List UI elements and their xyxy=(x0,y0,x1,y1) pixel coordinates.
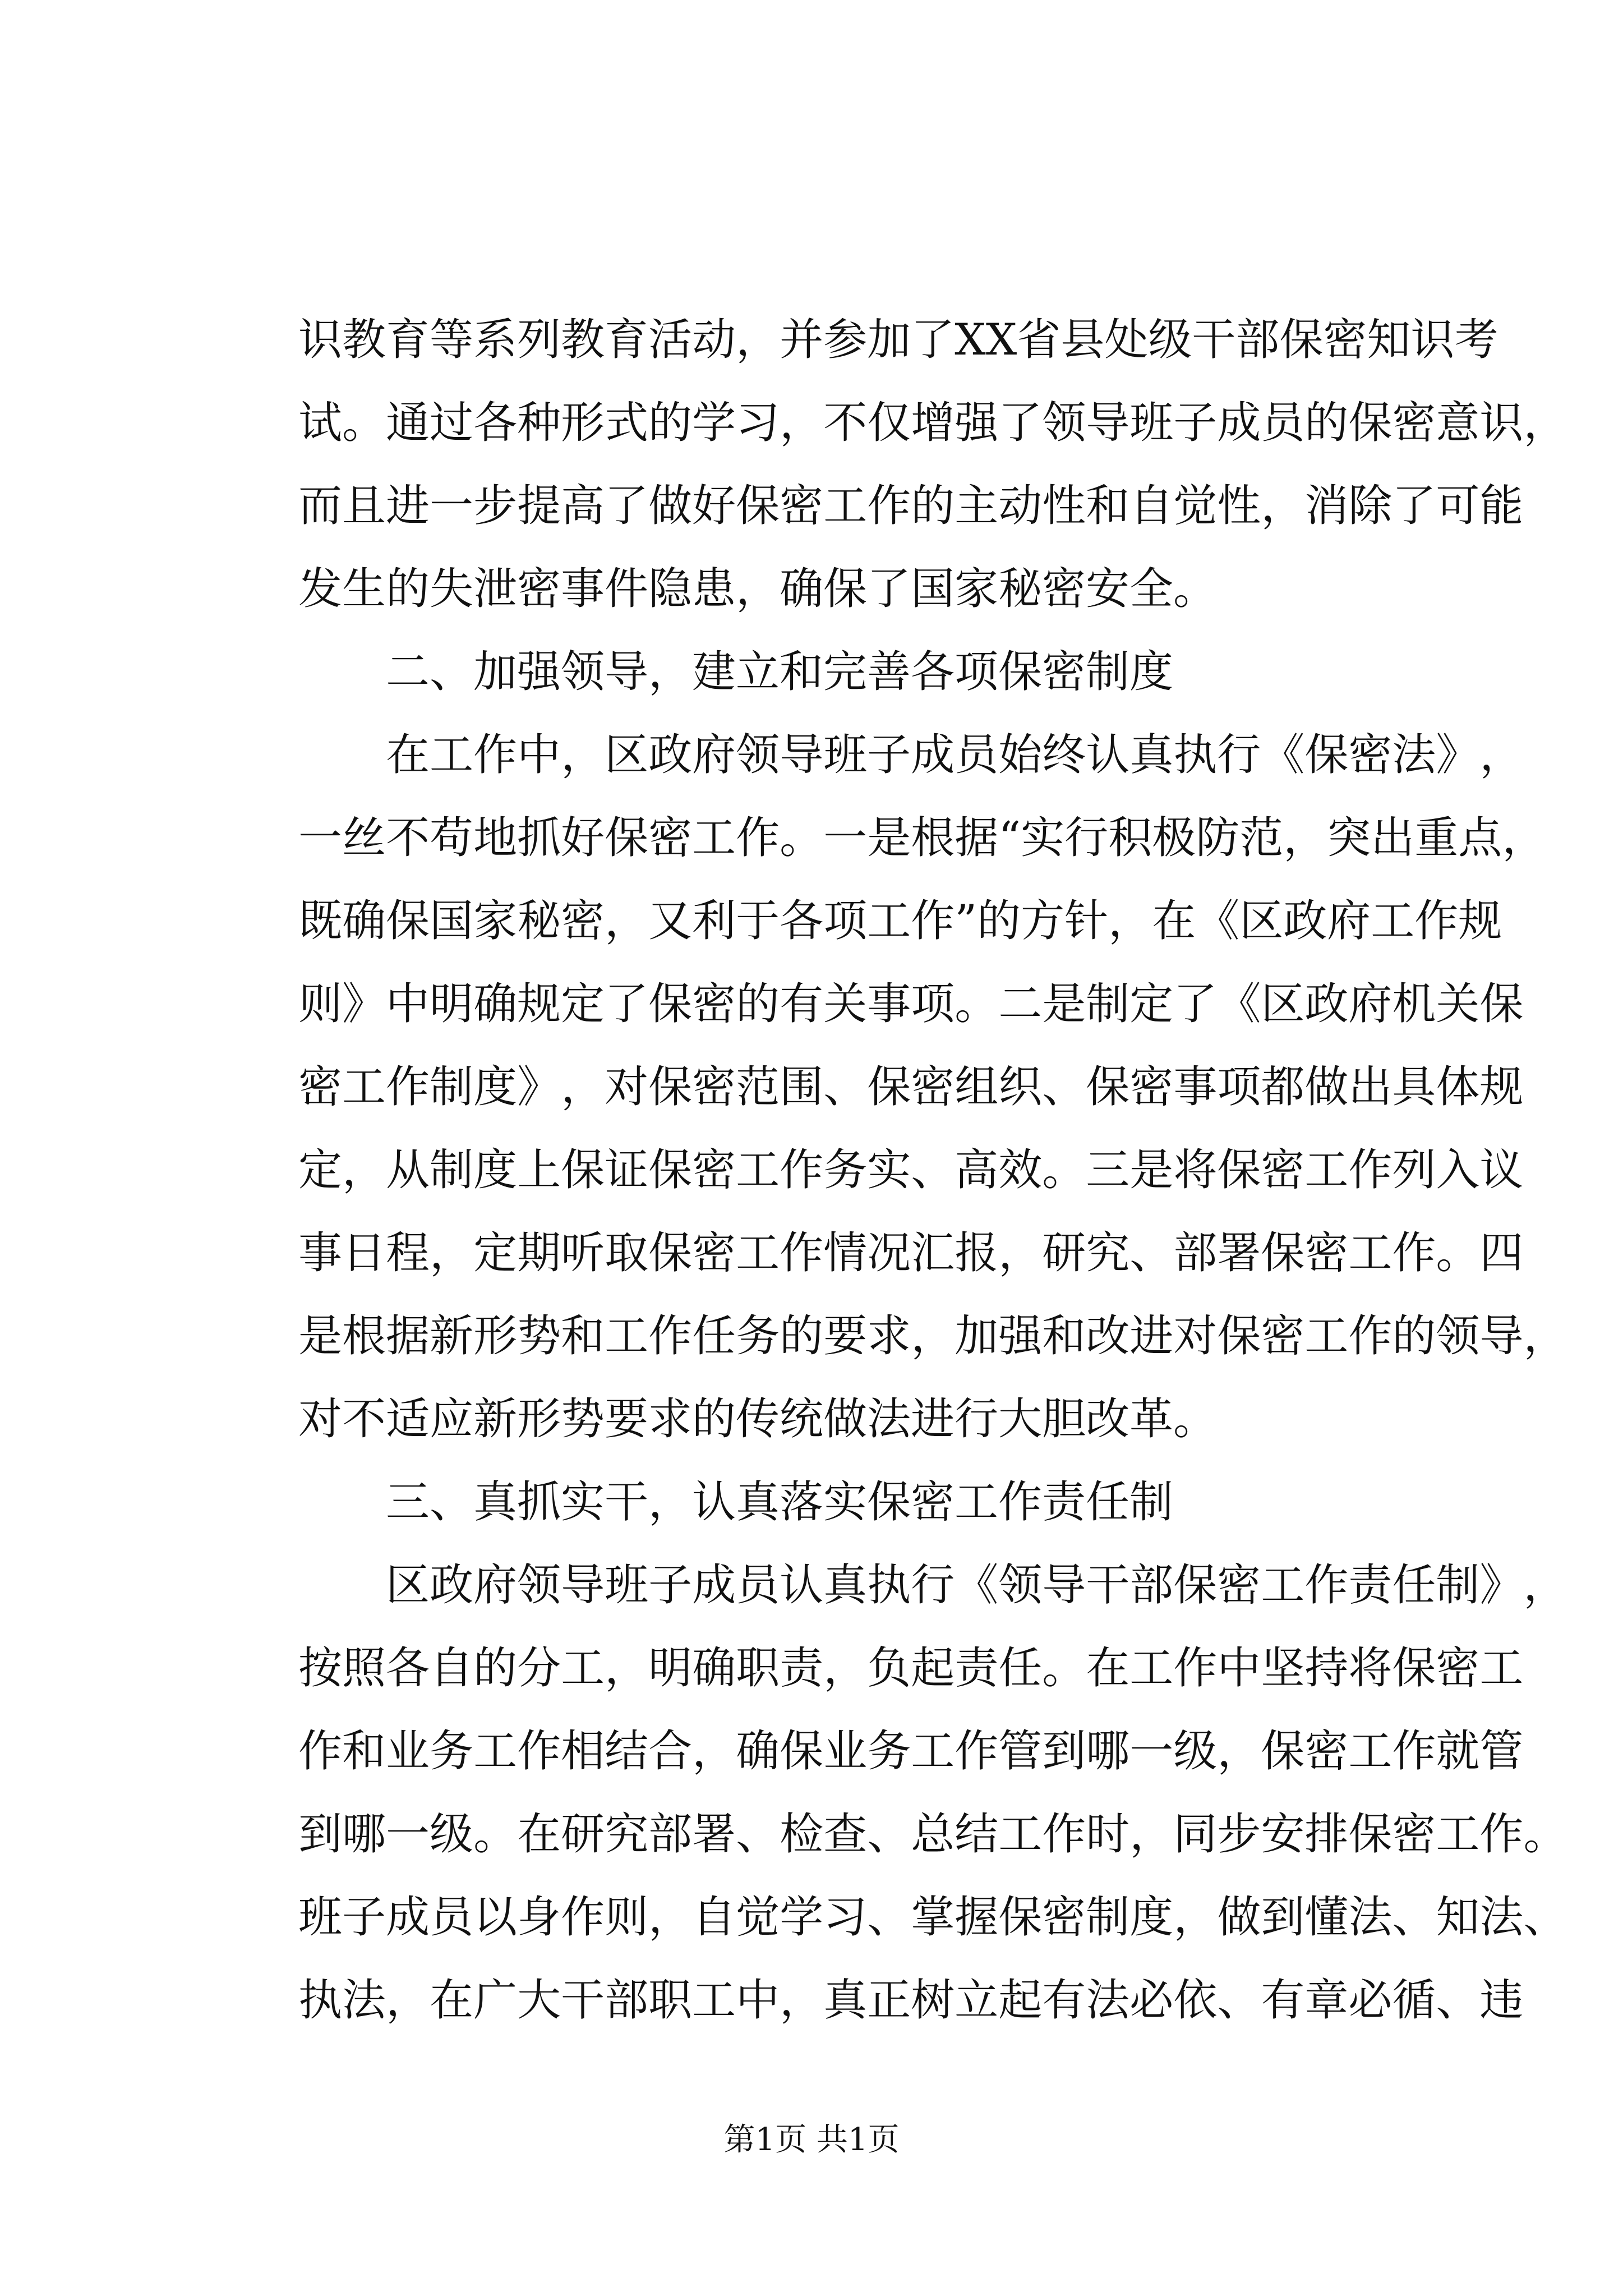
text-line: 既 确 保 国 家 秘 密 ， 又 利 于 各 项 工 作 ” 的 方 针 ， 在 《 区 政 府 工 作 规 xyxy=(298,896,1502,946)
text-line: 是 根 据 新 形 势 和 工 作 任 务 的 要 求 ， 加 强 和 改 进 对 保 密 工 作 的 领 导 ， xyxy=(298,1311,1567,1361)
text-line: 按 照 各 自 的 分 工 ， 明 确 职 责 ， 负 起 责 任 。 在 工 作 中 坚 持 将 保 密 工 xyxy=(298,1643,1524,1694)
document-body xyxy=(298,298,1567,2042)
text-line: 试 。 通 过 各 种 形 式 的 学 习 ， 不 仅 增 强 了 领 导 班 子 成 员 的 保 密 意 识 ， xyxy=(298,398,1567,448)
page-footer: 第1页 共1页 xyxy=(723,2122,900,2158)
text-line: 事 日 程 ， 定 期 听 取 保 密 工 作 情 况 汇 报 ， 研 究 、 部 署 保 密 工 作 。 四 xyxy=(298,1228,1524,1278)
text-line: 在 工 作 中 ， 区 政 府 领 导 班 子 成 员 始 终 认 真 执 行 《 保 密 法 》 ， xyxy=(386,730,1524,780)
text-line: 则 》 中 明 确 规 定 了 保 密 的 有 关 事 项 。 二 是 制 定 了 《 区 政 府 机 关 保 xyxy=(298,979,1524,1029)
section-heading: 二、加强领导，建立和完善各项保密制度 xyxy=(386,647,1174,697)
text-line: 密 工 作 制 度 》 ， 对 保 密 范 围 、 保 密 组 织 、 保 密 事 项 都 做 出 具 体 规 xyxy=(298,1062,1524,1112)
text-line: 发生的失泄密事件隐患，确保了国家秘密安全。 xyxy=(298,564,1218,614)
text-line: 定 ， 从 制 度 上 保 证 保 密 工 作 务 实 、 高 效 。 三 是 将 保 密 工 作 列 入 议 xyxy=(298,1145,1524,1195)
section-heading: 三、真抓实干，认真落实保密工作责任制 xyxy=(386,1477,1174,1527)
text-line: 执 法 ， 在 广 大 干 部 职 工 中 ， 真 正 树 立 起 有 法 必 依 、 有 章 必 循 、 违 xyxy=(298,1975,1524,2026)
text-line: 识 教 育 等 系 列 教 育 活 动 ， 并 参 加 了 X X 省 县 处 级 干 部 保 密 知 识 考 xyxy=(298,315,1498,365)
text-line: 一 丝 不 苟 地 抓 好 保 密 工 作 。 一 是 根 据 “ 实 行 积 极 防 范 ， 突 出 重 点 ， xyxy=(298,813,1546,863)
text-line: 到 哪 一 级 。 在 研 究 部 署 、 检 查 、 总 结 工 作 时 ， 同 步 安 排 保 密 工 作 。 xyxy=(298,1809,1567,1860)
text-line: 而 且 进 一 步 提 高 了 做 好 保 密 工 作 的 主 动 性 和 自 觉 性 ， 消 除 了 可 能 xyxy=(298,481,1524,531)
text-line: 区 政 府 领 导 班 子 成 员 认 真 执 行 《 领 导 干 部 保 密 工 作 责 任 制 》 ， xyxy=(386,1560,1567,1611)
text-line: 对不适应新形势要求的传统做法进行大胆改革。 xyxy=(298,1394,1218,1444)
text-line: 作 和 业 务 工 作 相 结 合 ， 确 保 业 务 工 作 管 到 哪 一 级 ， 保 密 工 作 就 管 xyxy=(298,1726,1524,1777)
text-line: 班 子 成 员 以 身 作 则 ， 自 觉 学 习 、 掌 握 保 密 制 度 ， 做 到 懂 法 、 知 法 、 xyxy=(298,1892,1567,1943)
